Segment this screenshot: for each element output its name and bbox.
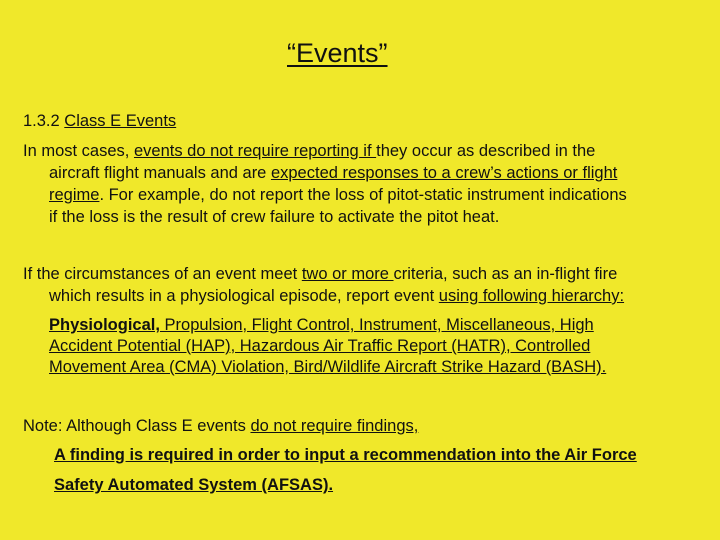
text-span: Propulsion, Flight Control, Instrument, Miscellaneous, High bbox=[159, 316, 594, 334]
text-line bbox=[23, 162, 713, 184]
underlined-text: two or more bbox=[301, 265, 394, 283]
section-number: 1.3.2 bbox=[23, 112, 65, 130]
text-line bbox=[23, 263, 713, 285]
text-line bbox=[23, 184, 713, 206]
text-span: If the circumstances of an event meet bbox=[23, 265, 302, 283]
hierarchy-line bbox=[23, 314, 713, 336]
text-span: they occur as described in the bbox=[376, 142, 596, 160]
underlined-text: events do not require reporting if bbox=[133, 142, 377, 160]
section-heading bbox=[23, 110, 713, 132]
text-span: . For example, do not report the loss of pitot-static instrument indications bbox=[99, 186, 627, 204]
text-line: if the loss is the result of crew failure to activate the pitot heat. bbox=[49, 208, 500, 226]
underlined-text: do not require findings, bbox=[250, 417, 419, 435]
note-requirement-line: A finding is required in order to input a recommendation into the Air Force bbox=[54, 446, 637, 464]
paragraph-note bbox=[23, 415, 713, 496]
hierarchy-line: Accident Potential (HAP), Hazardous Air Traffic Report (HATR), Controlled bbox=[49, 337, 591, 355]
paragraph-reporting bbox=[23, 140, 713, 228]
text-span: In most cases, bbox=[23, 142, 134, 160]
text-span: which results in a physiological episode, report event bbox=[49, 287, 439, 305]
text-line bbox=[23, 140, 713, 162]
underlined-text: using following hierarchy: bbox=[438, 287, 625, 305]
section-heading-text: Class E Events bbox=[64, 112, 177, 130]
underlined-text: expected responses to a crew’s actions or flight bbox=[270, 164, 618, 182]
text-line bbox=[23, 285, 713, 307]
hierarchy-first-item: Physiological, bbox=[49, 316, 160, 334]
slide-title: “Events” bbox=[287, 38, 388, 68]
note-requirement-line: Safety Automated System (AFSAS). bbox=[54, 476, 334, 494]
underlined-text: regime bbox=[49, 186, 100, 204]
text-span: Note: Although Class E events bbox=[23, 417, 251, 435]
text-span: criteria, such as an in-flight fire bbox=[393, 265, 618, 283]
text-span: aircraft flight manuals and are bbox=[49, 164, 271, 182]
text-line bbox=[23, 415, 713, 437]
hierarchy-line: Movement Area (CMA) Violation, Bird/Wildlife Aircraft Strike Hazard (BASH). bbox=[49, 358, 607, 376]
paragraph-hierarchy bbox=[23, 263, 713, 378]
